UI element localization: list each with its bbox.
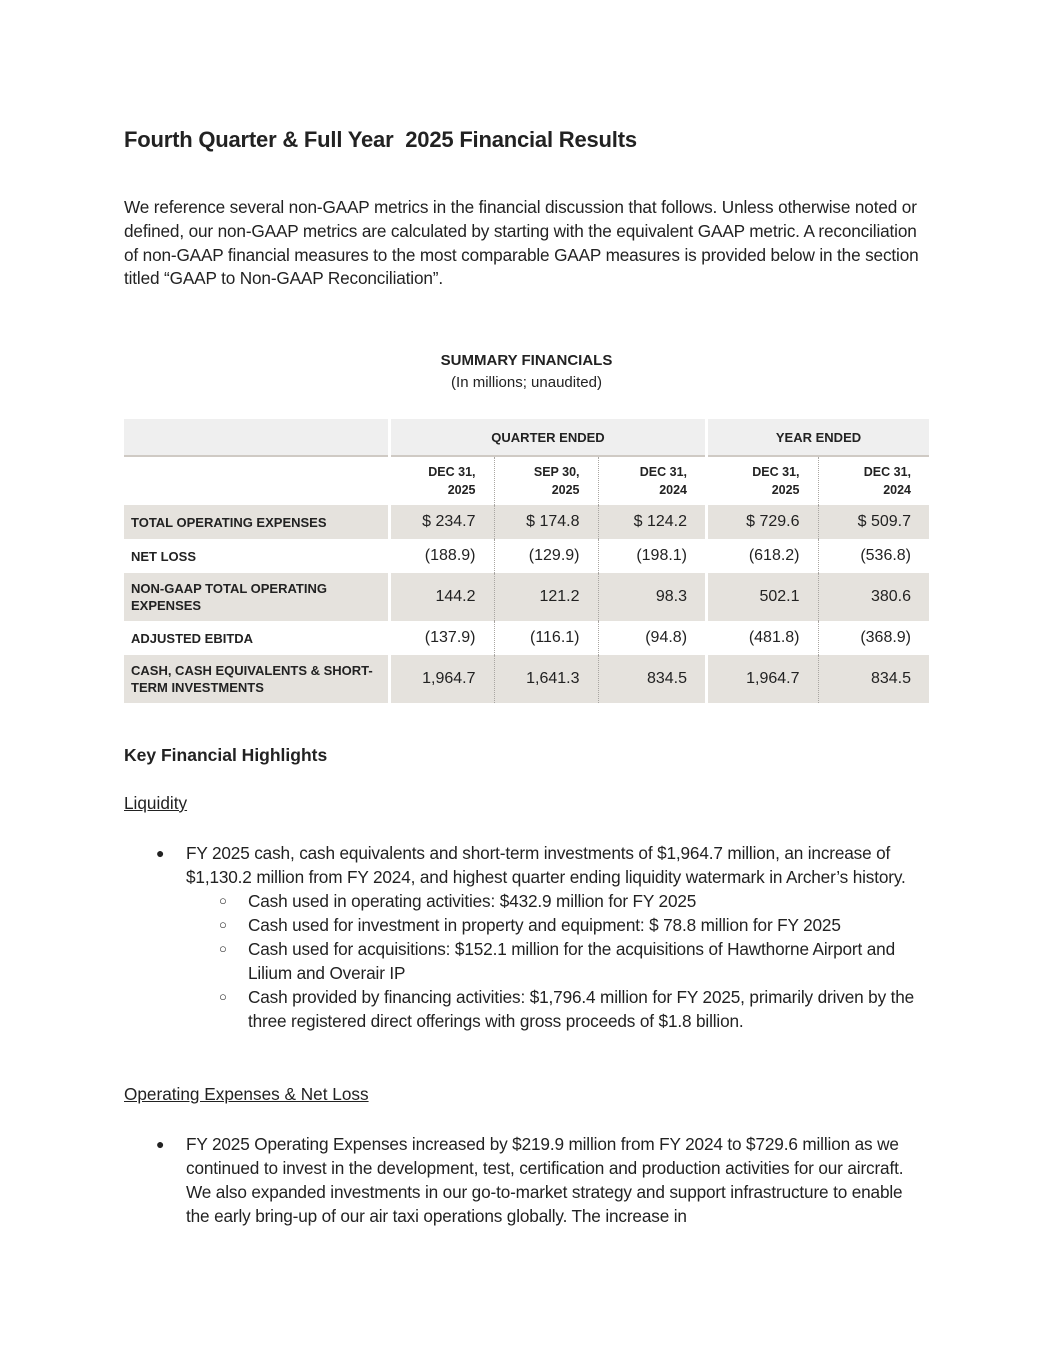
row-label: TOTAL OPERATING EXPENSES bbox=[124, 505, 388, 539]
table-row bbox=[124, 655, 929, 703]
table-subtitle: (In millions; unaudited) bbox=[451, 374, 602, 391]
cell: (188.9) bbox=[391, 539, 494, 573]
table-row bbox=[124, 505, 929, 539]
group-header-year: YEAR ENDED bbox=[708, 419, 929, 456]
table-row bbox=[124, 573, 929, 621]
list-item: ○ Cash used in operating activities: $432.9 million for FY 2025 bbox=[219, 891, 697, 911]
col-header-fy-2024: DEC 31, 2024 bbox=[863, 465, 912, 497]
list-item: ○ Cash used for acquisitions: $152.1 million for the acquisitions of Hawthorne Airport and Lilium and Overair IP bbox=[219, 939, 895, 983]
liquidity-bullets bbox=[124, 841, 929, 1033]
cell: (618.2) bbox=[708, 539, 818, 573]
cell: $ 174.8 bbox=[494, 505, 598, 539]
opex-bullets bbox=[124, 1132, 929, 1228]
table-title: SUMMARY FINANCIALS bbox=[440, 352, 613, 369]
circle-bullet-icon: ○ bbox=[219, 941, 227, 956]
cell: $ 124.2 bbox=[598, 505, 705, 539]
cell: 834.5 bbox=[598, 655, 705, 703]
circle-bullet-icon: ○ bbox=[219, 893, 227, 908]
cell: 502.1 bbox=[708, 573, 818, 621]
cell: (536.8) bbox=[860, 547, 912, 564]
list-item: ● FY 2025 Operating Expenses increased by $219.9 million from FY 2024 to $729.6 million as we continued to invest in the development, test, certification and production activities for our aircraft. We also expanded investments in our go-to-market strategy and support infrastructure to enable the early bring-up of our air taxi operations globally. The increase in bbox=[156, 1134, 904, 1226]
table-row bbox=[124, 621, 929, 655]
row-label: ADJUSTED EBITDA bbox=[131, 630, 254, 646]
list-item: ○ Cash used for investment in property and equipment: $ 78.8 million for FY 2025 bbox=[219, 915, 841, 935]
cell: 121.2 bbox=[494, 573, 598, 621]
cell: 98.3 bbox=[598, 573, 705, 621]
liquidity-heading: Liquidity bbox=[124, 793, 188, 813]
col-header-fy-2025: DEC 31, 2025 bbox=[708, 456, 818, 505]
header-blank bbox=[124, 419, 388, 456]
page-title: Fourth Quarter & Full Year 2025 Financial Results bbox=[124, 127, 637, 152]
group-header-quarter: QUARTER ENDED bbox=[391, 419, 705, 456]
summary-financials-table bbox=[124, 419, 929, 703]
column-header-row bbox=[124, 456, 929, 505]
highlights-heading: Key Financial Highlights bbox=[124, 745, 328, 765]
cell: 144.2 bbox=[391, 573, 494, 621]
circle-bullet-icon: ○ bbox=[219, 989, 227, 1004]
row-label: NET LOSS bbox=[131, 548, 197, 564]
cell: $ 509.7 bbox=[818, 505, 929, 539]
col-header-q4-2024: DEC 31, 2024 bbox=[639, 465, 688, 497]
row-label: CASH, CASH EQUIVALENTS & SHORT-TERM INVESTMENTS bbox=[124, 655, 388, 703]
opex-heading: Operating Expenses & Net Loss bbox=[124, 1084, 369, 1104]
group-header-row bbox=[124, 419, 929, 456]
cell: (481.8) bbox=[708, 621, 818, 655]
circle-bullet-icon: ○ bbox=[219, 917, 227, 932]
cell: 1,641.3 bbox=[494, 655, 598, 703]
cell: (368.9) bbox=[860, 629, 912, 646]
cell: $ 234.7 bbox=[391, 505, 494, 539]
cell: $ 729.6 bbox=[708, 505, 818, 539]
cell: 1,964.7 bbox=[708, 655, 818, 703]
list-item: ○ Cash provided by financing activities: $1,796.4 million for FY 2025, primarily driven by the three registered direct offerings with gross proceeds of $1.8 billion. bbox=[219, 987, 915, 1031]
bullet-icon: ● bbox=[156, 1136, 165, 1152]
cell: (94.8) bbox=[645, 629, 688, 646]
col-header-q4-2025: DEC 31, 2025 bbox=[391, 456, 494, 505]
table-row bbox=[124, 539, 929, 573]
cell: (129.9) bbox=[494, 539, 598, 573]
list-item: ● FY 2025 cash, cash equivalents and short-term investments of $1,964.7 million, an increase of $1,130.2 million from FY 2024, and highest quarter ending liquidity watermark in Archer’s history. ○ Cash used in operating activities: $432.9 million for FY 2025 ○ Cash used for investment in property and equipment: $ 78.8 million for FY 2025 ○ Cash used for acquisitions: $152.1 million for the acquisitions of Hawthorne Airport and Lilium and Overair IP ○ Cash provided by financing activities: $1,796.4 million for FY 2025, primarily driven by the three registered direct offerings with gross proceeds of $1.8 billion. bbox=[124, 841, 929, 1033]
col-header-q3-2025: SEP 30, 2025 bbox=[494, 456, 598, 505]
cell: 1,964.7 bbox=[391, 655, 494, 703]
cell: (198.1) bbox=[636, 547, 688, 564]
bullet-icon: ● bbox=[156, 845, 165, 861]
cell: (116.1) bbox=[494, 621, 598, 655]
cell: 834.5 bbox=[818, 655, 929, 703]
liquidity-sub-bullets bbox=[186, 889, 929, 1033]
cell: (137.9) bbox=[391, 621, 494, 655]
cell: 380.6 bbox=[818, 573, 929, 621]
row-label: NON-GAAP TOTAL OPERATING EXPENSES bbox=[124, 573, 388, 621]
intro-paragraph: We reference several non-GAAP metrics in the financial discussion that follows. Unless otherwise noted or defined, our non-GAAP metrics are calculated by starting with the equivalent GAAP metric. A reconciliation of non-GAAP financial measures to the most comparable GAAP measures is provided below in the section titled “GAAP to Non-GAAP Reconciliation”. bbox=[124, 197, 919, 289]
